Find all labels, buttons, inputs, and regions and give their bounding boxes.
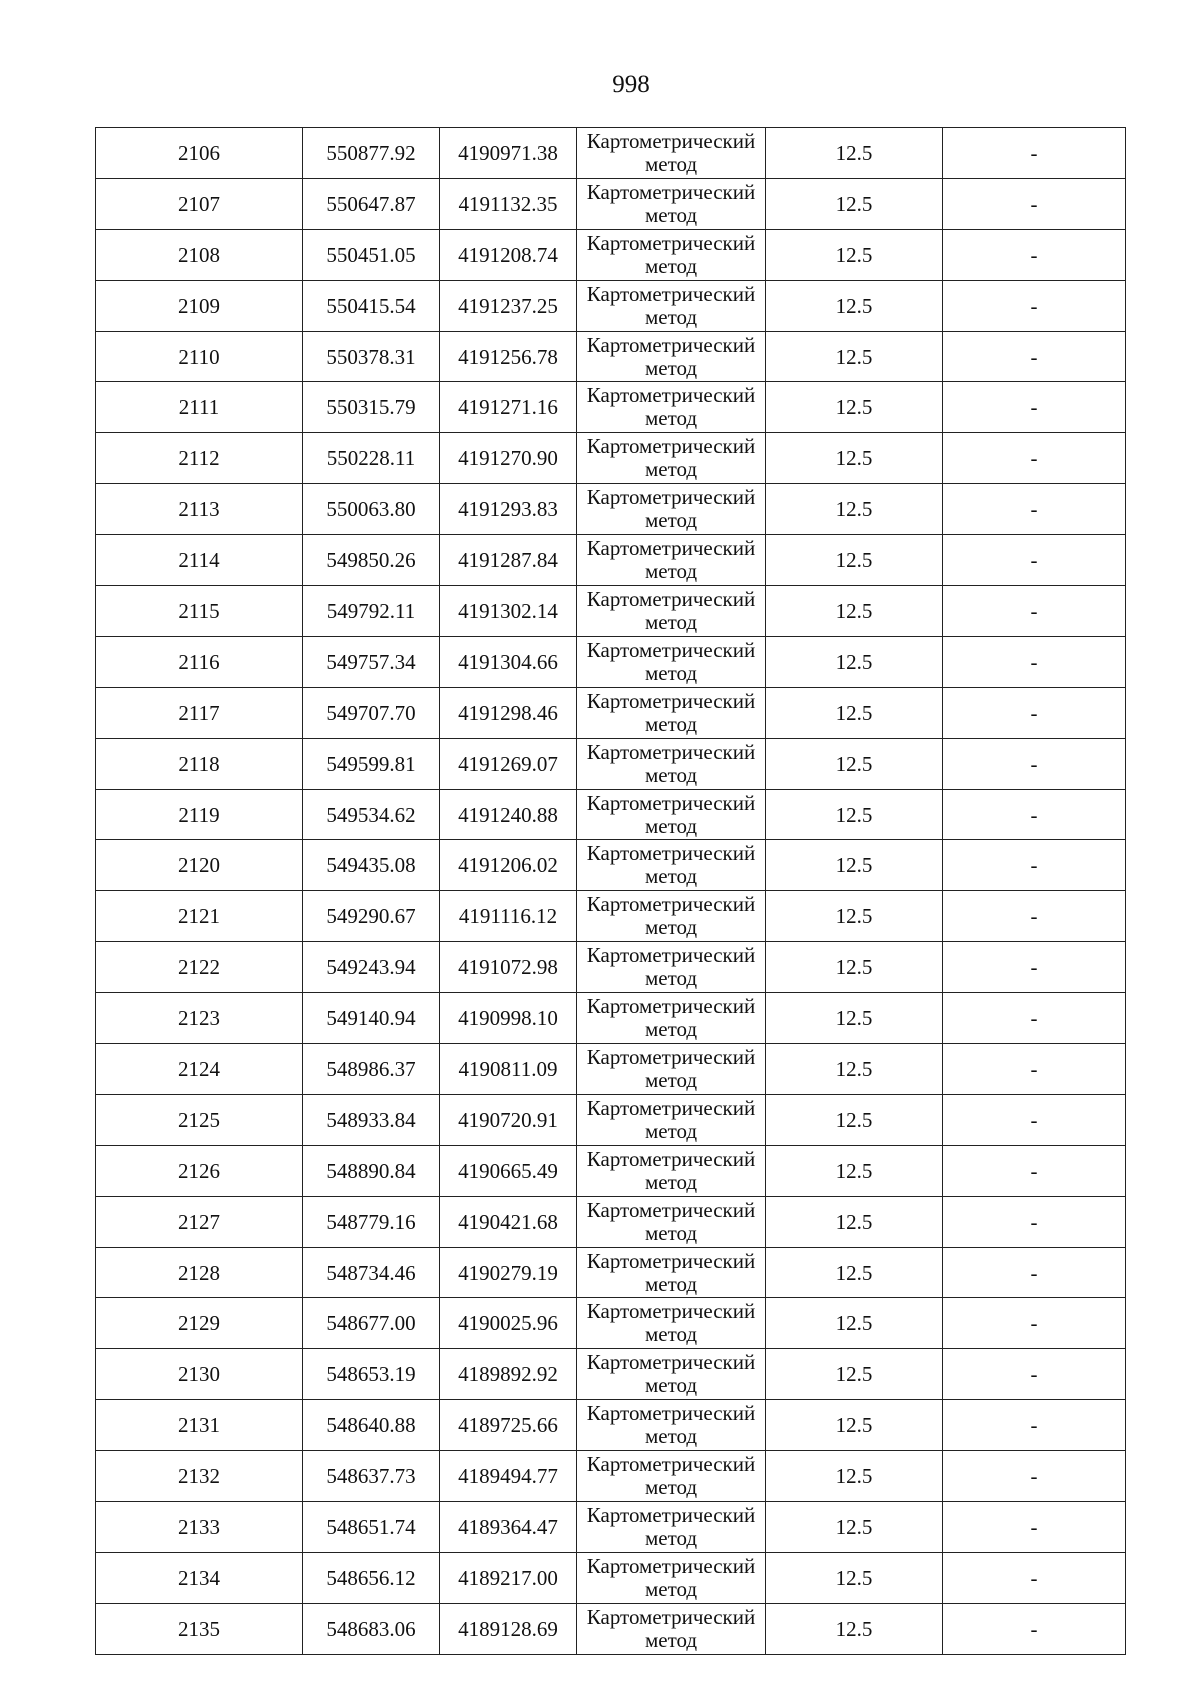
method-line-1: Картометрический [586, 1452, 756, 1477]
x-coordinate-cell: 549243.94 [303, 942, 440, 993]
accuracy-cell: 12.5 [766, 636, 943, 687]
point-number-cell: 2125 [96, 1094, 303, 1145]
note-cell: - [943, 1247, 1126, 1298]
table-row [96, 1400, 1126, 1451]
method-line-1: Картометрический [586, 1604, 756, 1629]
table-row [96, 128, 1126, 179]
accuracy-cell: 12.5 [766, 840, 943, 891]
method-line-2: метод [644, 355, 698, 380]
table-row [96, 229, 1126, 280]
table-body [96, 128, 1126, 1655]
accuracy-cell: 12.5 [766, 687, 943, 738]
x-coordinate-cell: 549757.34 [303, 636, 440, 687]
point-number-cell: 2117 [96, 687, 303, 738]
x-coordinate-cell: 550228.11 [303, 433, 440, 484]
note-cell: - [943, 789, 1126, 840]
method-line-2: метод [644, 1271, 698, 1296]
table-row [96, 789, 1126, 840]
x-coordinate-cell: 548734.46 [303, 1247, 440, 1298]
method-line-1: Картометрический [586, 1197, 756, 1222]
method-cell [577, 942, 766, 993]
method-cell [577, 1094, 766, 1145]
table-row [96, 1145, 1126, 1196]
y-coordinate-cell: 4190720.91 [440, 1094, 577, 1145]
method-line-2: метод [644, 1627, 698, 1652]
x-coordinate-cell: 549707.70 [303, 687, 440, 738]
accuracy-cell: 12.5 [766, 484, 943, 535]
note-cell: - [943, 1145, 1126, 1196]
method-line-1: Картометрический [586, 892, 756, 917]
method-line-1: Картометрический [586, 383, 756, 408]
accuracy-cell: 12.5 [766, 1349, 943, 1400]
method-cell [577, 229, 766, 280]
point-number-cell: 2132 [96, 1451, 303, 1502]
method-line-1: Картометрический [586, 1299, 756, 1324]
table-row [96, 942, 1126, 993]
method-line-1: Картометрический [586, 1146, 756, 1171]
y-coordinate-cell: 4190665.49 [440, 1145, 577, 1196]
method-line-1: Картометрический [586, 688, 756, 713]
point-number-cell: 2130 [96, 1349, 303, 1400]
method-cell [577, 1298, 766, 1349]
method-cell [577, 178, 766, 229]
note-cell: - [943, 891, 1126, 942]
point-number-cell: 2127 [96, 1196, 303, 1247]
x-coordinate-cell: 548653.19 [303, 1349, 440, 1400]
accuracy-cell: 12.5 [766, 280, 943, 331]
method-cell [577, 1603, 766, 1654]
method-line-2: метод [644, 864, 698, 889]
note-cell: - [943, 738, 1126, 789]
x-coordinate-cell: 548651.74 [303, 1502, 440, 1553]
table-row [96, 738, 1126, 789]
y-coordinate-cell: 4190279.19 [440, 1247, 577, 1298]
y-coordinate-cell: 4190998.10 [440, 993, 577, 1044]
method-cell [577, 789, 766, 840]
y-coordinate-cell: 4191269.07 [440, 738, 577, 789]
method-line-1: Картометрический [586, 637, 756, 662]
note-cell: - [943, 382, 1126, 433]
accuracy-cell: 12.5 [766, 229, 943, 280]
note-cell: - [943, 586, 1126, 637]
x-coordinate-cell: 549435.08 [303, 840, 440, 891]
x-coordinate-cell: 549534.62 [303, 789, 440, 840]
point-number-cell: 2128 [96, 1247, 303, 1298]
x-coordinate-cell: 548677.00 [303, 1298, 440, 1349]
x-coordinate-cell: 550378.31 [303, 331, 440, 382]
method-line-2: метод [644, 1475, 698, 1500]
x-coordinate-cell: 549290.67 [303, 891, 440, 942]
table-row [96, 382, 1126, 433]
accuracy-cell: 12.5 [766, 789, 943, 840]
method-line-2: метод [644, 202, 698, 227]
method-line-2: метод [644, 1576, 698, 1601]
accuracy-cell: 12.5 [766, 331, 943, 382]
accuracy-cell: 12.5 [766, 1044, 943, 1095]
method-line-1: Картометрический [586, 179, 756, 204]
method-cell [577, 433, 766, 484]
point-number-cell: 2135 [96, 1603, 303, 1654]
note-cell: - [943, 331, 1126, 382]
method-line-2: метод [644, 609, 698, 634]
x-coordinate-cell: 549140.94 [303, 993, 440, 1044]
x-coordinate-cell: 550451.05 [303, 229, 440, 280]
table-row [96, 687, 1126, 738]
y-coordinate-cell: 4191116.12 [440, 891, 577, 942]
method-line-2: метод [644, 711, 698, 736]
point-number-cell: 2120 [96, 840, 303, 891]
note-cell: - [943, 535, 1126, 586]
point-number-cell: 2119 [96, 789, 303, 840]
point-number-cell: 2114 [96, 535, 303, 586]
method-line-1: Картометрический [586, 994, 756, 1019]
point-number-cell: 2134 [96, 1552, 303, 1603]
point-number-cell: 2131 [96, 1400, 303, 1451]
method-cell [577, 128, 766, 179]
method-line-1: Картометрический [586, 536, 756, 561]
table-row [96, 840, 1126, 891]
table-row [96, 280, 1126, 331]
point-number-cell: 2133 [96, 1502, 303, 1553]
method-cell [577, 636, 766, 687]
method-line-1: Картометрический [586, 281, 756, 306]
table-row [96, 891, 1126, 942]
note-cell: - [943, 993, 1126, 1044]
x-coordinate-cell: 548933.84 [303, 1094, 440, 1145]
accuracy-cell: 12.5 [766, 1400, 943, 1451]
method-line-1: Картометрический [586, 739, 756, 764]
x-coordinate-cell: 548779.16 [303, 1196, 440, 1247]
y-coordinate-cell: 4191271.16 [440, 382, 577, 433]
accuracy-cell: 12.5 [766, 1451, 943, 1502]
method-cell [577, 840, 766, 891]
method-cell [577, 1502, 766, 1553]
method-line-2: метод [644, 1424, 698, 1449]
method-cell [577, 280, 766, 331]
x-coordinate-cell: 549599.81 [303, 738, 440, 789]
y-coordinate-cell: 4191237.25 [440, 280, 577, 331]
point-number-cell: 2126 [96, 1145, 303, 1196]
table-row [96, 1094, 1126, 1145]
table-row [96, 993, 1126, 1044]
x-coordinate-cell: 550415.54 [303, 280, 440, 331]
method-line-2: метод [644, 406, 698, 431]
method-line-2: метод [644, 660, 698, 685]
accuracy-cell: 12.5 [766, 433, 943, 484]
method-cell [577, 1247, 766, 1298]
method-line-2: метод [644, 253, 698, 278]
x-coordinate-cell: 550315.79 [303, 382, 440, 433]
note-cell: - [943, 942, 1126, 993]
note-cell: - [943, 1603, 1126, 1654]
method-cell [577, 331, 766, 382]
method-line-2: метод [644, 559, 698, 584]
accuracy-cell: 12.5 [766, 1094, 943, 1145]
x-coordinate-cell: 548683.06 [303, 1603, 440, 1654]
x-coordinate-cell: 548890.84 [303, 1145, 440, 1196]
table-row [96, 636, 1126, 687]
note-cell: - [943, 280, 1126, 331]
method-line-2: метод [644, 508, 698, 533]
method-line-1: Картометрический [586, 1095, 756, 1120]
table-row [96, 586, 1126, 637]
page-number: 998 [612, 71, 650, 98]
y-coordinate-cell: 4190025.96 [440, 1298, 577, 1349]
accuracy-cell: 12.5 [766, 1196, 943, 1247]
table-row [96, 484, 1126, 535]
point-number-cell: 2108 [96, 229, 303, 280]
accuracy-cell: 12.5 [766, 1145, 943, 1196]
accuracy-cell: 12.5 [766, 1552, 943, 1603]
note-cell: - [943, 484, 1126, 535]
method-line-2: метод [644, 1169, 698, 1194]
x-coordinate-cell: 548640.88 [303, 1400, 440, 1451]
accuracy-cell: 12.5 [766, 1298, 943, 1349]
accuracy-cell: 12.5 [766, 382, 943, 433]
method-cell [577, 1349, 766, 1400]
accuracy-cell: 12.5 [766, 586, 943, 637]
point-number-cell: 2122 [96, 942, 303, 993]
note-cell: - [943, 1400, 1126, 1451]
method-line-1: Картометрический [586, 1553, 756, 1578]
method-line-1: Картометрический [586, 790, 756, 815]
method-line-2: метод [644, 1373, 698, 1398]
y-coordinate-cell: 4190421.68 [440, 1196, 577, 1247]
note-cell: - [943, 229, 1126, 280]
method-line-2: метод [644, 1525, 698, 1550]
accuracy-cell: 12.5 [766, 128, 943, 179]
table-row [96, 1603, 1126, 1654]
x-coordinate-cell: 550877.92 [303, 128, 440, 179]
note-cell: - [943, 1044, 1126, 1095]
point-number-cell: 2112 [96, 433, 303, 484]
method-cell [577, 738, 766, 789]
table-row [96, 1298, 1126, 1349]
table-row [96, 1349, 1126, 1400]
y-coordinate-cell: 4189892.92 [440, 1349, 577, 1400]
method-cell [577, 535, 766, 586]
y-coordinate-cell: 4191270.90 [440, 433, 577, 484]
method-line-1: Картометрический [586, 1350, 756, 1375]
y-coordinate-cell: 4191072.98 [440, 942, 577, 993]
method-line-1: Картометрический [586, 485, 756, 510]
method-line-1: Картометрический [586, 128, 756, 153]
point-number-cell: 2113 [96, 484, 303, 535]
method-line-2: метод [644, 1220, 698, 1245]
point-number-cell: 2111 [96, 382, 303, 433]
x-coordinate-cell: 548637.73 [303, 1451, 440, 1502]
method-line-2: метод [644, 1322, 698, 1347]
table-row [96, 1044, 1126, 1095]
point-number-cell: 2118 [96, 738, 303, 789]
point-number-cell: 2116 [96, 636, 303, 687]
method-cell [577, 1044, 766, 1095]
method-cell [577, 382, 766, 433]
y-coordinate-cell: 4191298.46 [440, 687, 577, 738]
accuracy-cell: 12.5 [766, 1502, 943, 1553]
table-row [96, 331, 1126, 382]
coordinates-table-container [95, 127, 1125, 1655]
accuracy-cell: 12.5 [766, 1603, 943, 1654]
method-cell [577, 1451, 766, 1502]
y-coordinate-cell: 4191256.78 [440, 331, 577, 382]
note-cell: - [943, 636, 1126, 687]
y-coordinate-cell: 4189128.69 [440, 1603, 577, 1654]
method-line-2: метод [644, 966, 698, 991]
y-coordinate-cell: 4190971.38 [440, 128, 577, 179]
y-coordinate-cell: 4189494.77 [440, 1451, 577, 1502]
method-line-2: метод [644, 762, 698, 787]
coordinates-table [95, 127, 1126, 1655]
method-line-2: метод [644, 457, 698, 482]
y-coordinate-cell: 4191302.14 [440, 586, 577, 637]
x-coordinate-cell: 549850.26 [303, 535, 440, 586]
method-line-1: Картометрический [586, 1044, 756, 1069]
y-coordinate-cell: 4191206.02 [440, 840, 577, 891]
method-line-2: метод [644, 1118, 698, 1143]
method-line-2: метод [644, 151, 698, 176]
point-number-cell: 2123 [96, 993, 303, 1044]
x-coordinate-cell: 550647.87 [303, 178, 440, 229]
note-cell: - [943, 128, 1126, 179]
point-number-cell: 2109 [96, 280, 303, 331]
method-line-1: Картометрический [586, 1502, 756, 1527]
accuracy-cell: 12.5 [766, 993, 943, 1044]
method-cell [577, 687, 766, 738]
y-coordinate-cell: 4191208.74 [440, 229, 577, 280]
accuracy-cell: 12.5 [766, 1247, 943, 1298]
accuracy-cell: 12.5 [766, 738, 943, 789]
method-line-1: Картометрический [586, 943, 756, 968]
note-cell: - [943, 1196, 1126, 1247]
method-line-2: метод [644, 304, 698, 329]
x-coordinate-cell: 549792.11 [303, 586, 440, 637]
method-line-1: Картометрический [586, 230, 756, 255]
method-line-2: метод [644, 915, 698, 940]
method-line-2: метод [644, 1067, 698, 1092]
y-coordinate-cell: 4191287.84 [440, 535, 577, 586]
method-cell [577, 1552, 766, 1603]
x-coordinate-cell: 548656.12 [303, 1552, 440, 1603]
method-line-1: Картометрический [586, 1248, 756, 1273]
x-coordinate-cell: 548986.37 [303, 1044, 440, 1095]
method-line-2: метод [644, 813, 698, 838]
y-coordinate-cell: 4189217.00 [440, 1552, 577, 1603]
note-cell: - [943, 1094, 1126, 1145]
table-row [96, 433, 1126, 484]
method-line-1: Картометрический [586, 434, 756, 459]
point-number-cell: 2115 [96, 586, 303, 637]
point-number-cell: 2107 [96, 178, 303, 229]
accuracy-cell: 12.5 [766, 891, 943, 942]
point-number-cell: 2124 [96, 1044, 303, 1095]
note-cell: - [943, 433, 1126, 484]
table-row [96, 1196, 1126, 1247]
point-number-cell: 2110 [96, 331, 303, 382]
method-cell [577, 1145, 766, 1196]
y-coordinate-cell: 4190811.09 [440, 1044, 577, 1095]
table-row [96, 1247, 1126, 1298]
method-cell [577, 993, 766, 1044]
note-cell: - [943, 1451, 1126, 1502]
accuracy-cell: 12.5 [766, 535, 943, 586]
method-line-1: Картометрический [586, 1401, 756, 1426]
table-row [96, 1502, 1126, 1553]
table-row [96, 535, 1126, 586]
accuracy-cell: 12.5 [766, 942, 943, 993]
method-cell [577, 1196, 766, 1247]
method-cell [577, 1400, 766, 1451]
method-line-1: Картометрический [586, 586, 756, 611]
note-cell: - [943, 840, 1126, 891]
note-cell: - [943, 1552, 1126, 1603]
y-coordinate-cell: 4191293.83 [440, 484, 577, 535]
y-coordinate-cell: 4189364.47 [440, 1502, 577, 1553]
note-cell: - [943, 178, 1126, 229]
note-cell: - [943, 1349, 1126, 1400]
note-cell: - [943, 1502, 1126, 1553]
note-cell: - [943, 1298, 1126, 1349]
method-cell [577, 586, 766, 637]
y-coordinate-cell: 4191132.35 [440, 178, 577, 229]
point-number-cell: 2106 [96, 128, 303, 179]
y-coordinate-cell: 4191240.88 [440, 789, 577, 840]
point-number-cell: 2121 [96, 891, 303, 942]
point-number-cell: 2129 [96, 1298, 303, 1349]
table-row [96, 1552, 1126, 1603]
note-cell: - [943, 687, 1126, 738]
method-line-1: Картометрический [586, 332, 756, 357]
x-coordinate-cell: 550063.80 [303, 484, 440, 535]
table-row [96, 178, 1126, 229]
method-cell [577, 891, 766, 942]
y-coordinate-cell: 4191304.66 [440, 636, 577, 687]
y-coordinate-cell: 4189725.66 [440, 1400, 577, 1451]
table-row [96, 1451, 1126, 1502]
method-cell [577, 484, 766, 535]
accuracy-cell: 12.5 [766, 178, 943, 229]
method-line-1: Картометрический [586, 841, 756, 866]
method-line-2: метод [644, 1017, 698, 1042]
